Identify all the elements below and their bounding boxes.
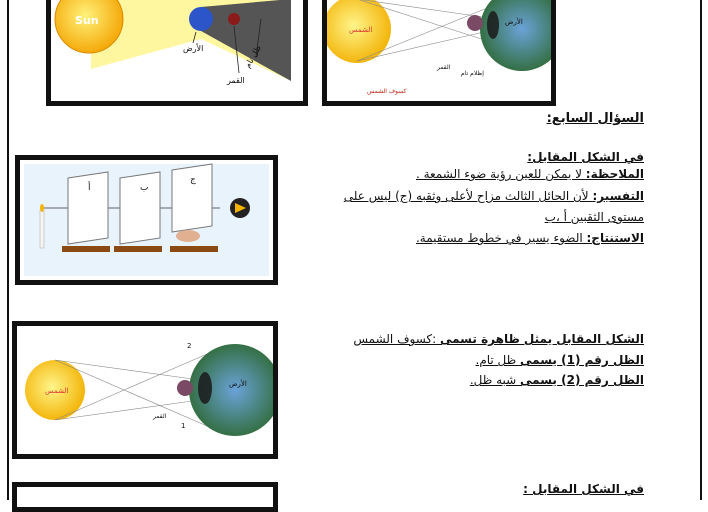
eclipse-diagram-left [46,0,308,106]
phenomenon-line [353,330,644,348]
conclusion-line [416,229,644,247]
explanation-line-2: مستوى الثقبين أ ،ب [544,210,644,224]
observation-label: الملاحظة: [585,167,644,181]
explanation-label: التفسير: [592,189,644,203]
section1-heading: في الشكل المقابل: [527,150,644,164]
eclipse-numbered-figure [12,321,278,459]
eclipse-diagram-right [322,0,556,106]
number-1-label: 1 [181,422,186,430]
umbra-label: ظل تام [242,43,264,70]
umbra-label: إظلام تام [461,70,484,77]
earth-label: الأرض [183,44,204,53]
earth-circle [189,7,213,31]
shadow2-label: الظل رقم (2) يسمى [520,373,644,387]
earth-label: الأرض [505,18,523,26]
left-border [7,0,9,500]
candle-cards-figure [15,155,278,285]
explanation-line-1 [344,187,644,205]
observation-line [416,165,644,183]
card-b-label: ب [140,183,149,193]
shadow1-text: ظل تام. [475,353,521,367]
sun-label: الشمس [45,387,69,395]
conclusion-label: الاستنتاج: [586,231,644,245]
shadow2-text: شبه ظل. [469,373,521,387]
section3-heading: في الشكل المقابل : [523,482,644,496]
question-seven-title: السؤال السابع: [546,111,644,126]
phenomenon-label: الشكل المقابل يمثل ظاهرة تسمى [440,332,644,346]
phenomenon-text: :كسوف الشمس [353,332,440,346]
observation-text: لا يمكن للعين رؤية ضوء الشمعة . [415,167,586,181]
sun-label: Sun [75,14,99,27]
caption-label: كسوف الشمس [367,88,407,95]
earth-label: الأرض [229,380,247,388]
right-border [700,0,702,500]
moon-circle [228,13,240,25]
sun-label: الشمس [349,26,373,34]
conclusion-text: الضوء يسير في خطوط مستقيمة. [415,231,587,245]
card-a-label: أ [88,183,91,193]
shadow2-line [470,371,644,389]
moon-circle [467,15,483,31]
explanation-text-1: لأن الحائل الثالث مزاح لأعلى وثقبه (ج) ليس على [343,189,593,203]
moon-label: القمر [227,76,245,85]
moon-circle [177,380,193,396]
shadow1-label: الظل رقم (1) يسمى [520,353,644,367]
card-c-label: ج [190,175,196,185]
shadow1-line [476,351,645,369]
number-2-label: 2 [187,342,192,350]
moon-label: القمر [437,64,451,71]
moon-label: القمر [153,413,167,420]
section3-figure [12,482,278,512]
